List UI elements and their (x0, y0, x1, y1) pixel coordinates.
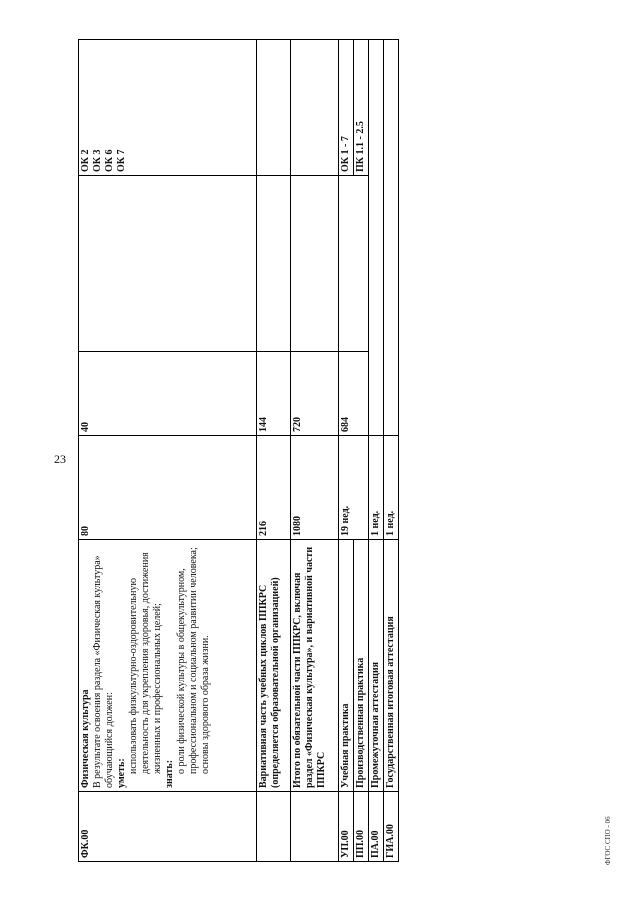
total-title: Итого по обязательной части ППКРС, включая раздел «Физическая культура», и вариативной части ППКРС (291, 540, 339, 792)
total-hours: 720 (291, 352, 339, 436)
fk-umet-label: уметь: (116, 758, 127, 788)
variative-max: 216 (257, 436, 291, 540)
competency: ОК 6 (104, 149, 115, 172)
table-row-fk (79, 40, 257, 862)
fk-max: 80 (79, 436, 257, 540)
fk-description (79, 540, 257, 792)
fk-code: ФК.00 (79, 792, 257, 862)
up-weeks: 19 нед. (339, 436, 369, 540)
gia-code: ГИА.00 (384, 792, 399, 862)
gia-title: Государственная итоговая аттестация (384, 540, 399, 792)
curriculum-table (78, 39, 399, 862)
competency: ОК 7 (116, 149, 127, 172)
fk-empty (79, 176, 257, 352)
table-row-pa (369, 40, 384, 862)
variative-title: Вариативная часть учебных циклов ППКРС (определяется образовательной организацией) (257, 540, 291, 792)
fk-znat-2: основы здорового образа жизни. (200, 635, 211, 774)
up-empty (339, 176, 369, 352)
pa-empty (369, 40, 384, 436)
up-hours: 684 (339, 352, 369, 436)
fk-hours: 40 (79, 352, 257, 436)
variative-hours: 144 (257, 352, 291, 436)
table-row-up (339, 40, 354, 862)
up-title: Учебная практика (339, 540, 354, 792)
gia-weeks: 1 нед. (384, 436, 399, 540)
fk-znat-1: о роли физической культуры в общекультурном, профессиональном и социальном развитии человека; (176, 547, 199, 774)
table-row-gia (384, 40, 399, 862)
pa-code: ПА.00 (369, 792, 384, 862)
pa-weeks: 1 нед. (369, 436, 384, 540)
competency: ОК 3 (92, 149, 103, 172)
fk-title: Физическая культура (80, 689, 91, 788)
footer-label: ФГОС СПО - 06 (604, 816, 612, 865)
pp-competency: ПК 1.1 - 2.5 (354, 40, 369, 176)
page-number: 23 (54, 452, 66, 466)
total-empty (291, 176, 339, 352)
fk-intro: В результате освоения раздела «Физическая культура» обучающийся должен: (92, 555, 115, 788)
total-competencies (291, 40, 339, 176)
up-code: УП.00 (339, 792, 354, 862)
table-row-total (291, 40, 339, 862)
competency: ОК 2 (80, 149, 91, 172)
pp-title: Производственная практика (354, 540, 369, 792)
pa-title: Промежуточная аттестация (369, 540, 384, 792)
total-max: 1080 (291, 436, 339, 540)
table-row-variative (257, 40, 291, 862)
total-code (291, 792, 339, 862)
variative-competencies (257, 40, 291, 176)
gia-empty (384, 40, 399, 436)
pp-code: ПП.00 (354, 792, 369, 862)
fk-umet-text: использовать физкультурно-оздоровительную деятельность для укрепления здоровья, достижения жизненных и профессиональных целей; (128, 552, 163, 774)
fk-competencies (79, 40, 257, 176)
up-competency: ОК 1 - 7 (339, 40, 354, 176)
fk-znat-label: знать: (164, 759, 175, 788)
variative-code (257, 792, 291, 862)
curriculum-table-rotated (78, 40, 396, 862)
variative-empty (257, 176, 291, 352)
